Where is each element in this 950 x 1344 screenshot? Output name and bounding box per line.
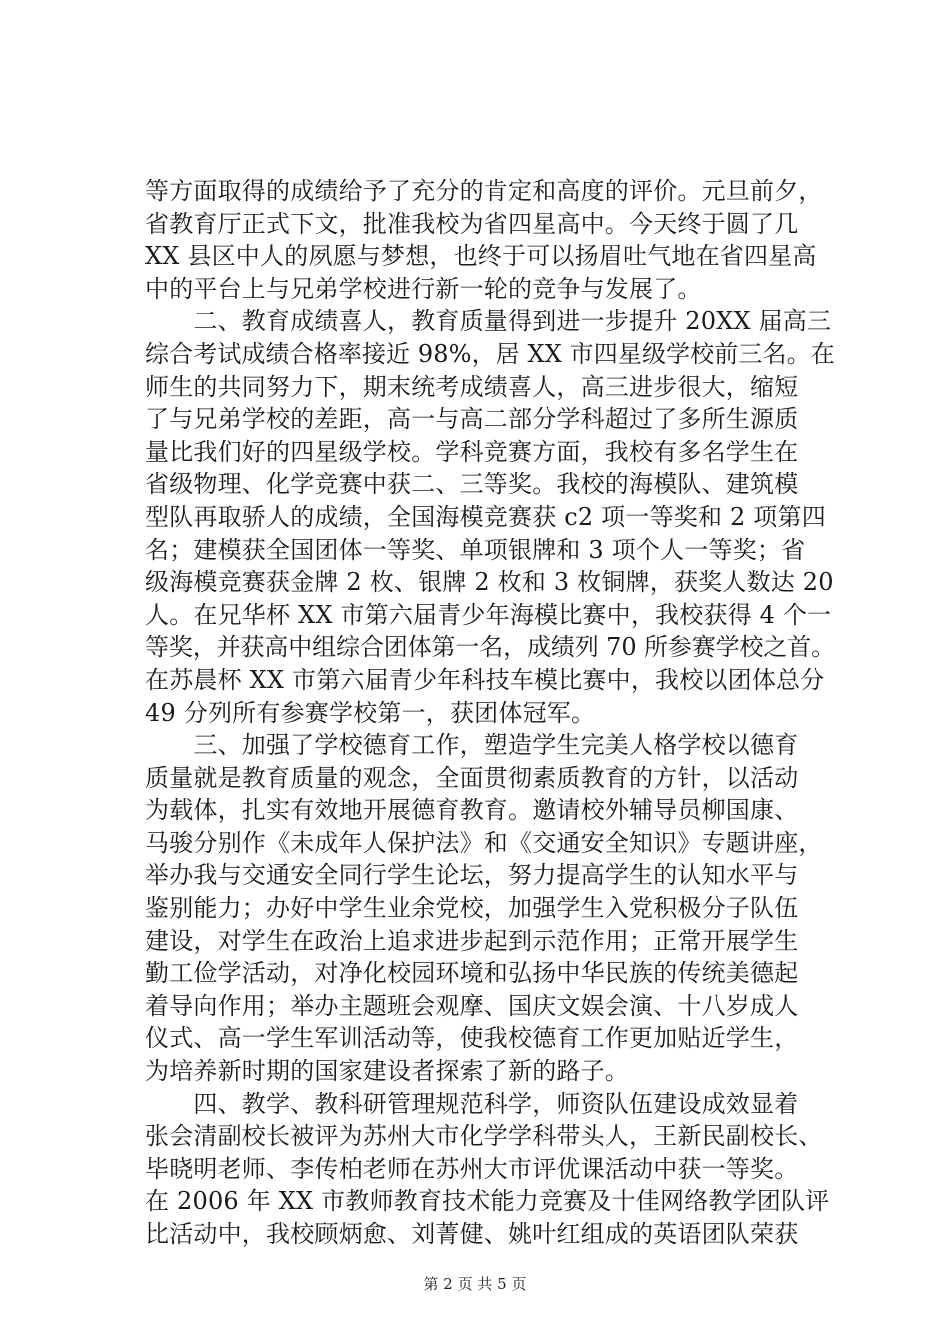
text-line: 级海模竞赛获金牌 2 枚、银牌 2 枚和 3 枚铜牌，获奖人数达 20 — [145, 568, 834, 597]
text-line: 省教育厅正式下文，批准我校为省四星高中。今天终于圆了几 — [145, 209, 799, 238]
document-body — [145, 175, 835, 1251]
text-line: 勤工俭学活动，对净化校园环境和弘扬中华民族的传统美德起 — [145, 959, 799, 988]
text-line: 着导向作用；举办主题班会观摩、国庆文娱会演、十八岁成人 — [145, 991, 799, 1020]
text-line: 综合考试成绩合格率接近 98%，居 XX 市四星级学校前三名。在 — [145, 339, 835, 368]
text-line: 三、加强了学校德育工作，塑造学生完美人格学校以德育 — [145, 731, 799, 760]
text-line: 在 2006 年 XX 市教师教育技术能力竞赛及十佳网络教学团队评 — [145, 1187, 830, 1216]
text-line: 师生的共同努力下，期末统考成绩喜人，高三进步很大，缩短 — [145, 372, 799, 401]
text-line: 二、教育成绩喜人，教育质量得到进一步提升 20XX 届高三 — [145, 307, 832, 336]
text-line: 比活动中，我校顾炳愈、刘菁健、姚叶红组成的英语团队荣获 — [145, 1220, 799, 1248]
text-line: XX 县区中人的夙愿与梦想，也终于可以扬眉吐气地在省四星高 — [145, 242, 817, 271]
text-line: 49 分列所有参赛学校第一，获团体冠军。 — [145, 698, 596, 727]
text-line: 建设，对学生在政治上追求进步起到示范作用；正常开展学生 — [145, 926, 799, 955]
text-line: 在苏晨杯 XX 市第六届青少年科技车模比赛中，我校以团体总分 — [145, 665, 825, 694]
text-line: 鉴别能力；办好中学生业余党校，加强学生入党积极分子队伍 — [145, 894, 799, 923]
page-footer: 第 2 页 共 5 页 — [423, 1275, 527, 1293]
text-line: 张会清副校长被评为苏州大市化学学科带头人，王新民副校长、 — [145, 1122, 823, 1151]
text-line: 等方面取得的成绩给予了充分的肯定和高度的评价。元旦前夕， — [145, 177, 823, 205]
text-line: 量比我们好的四星级学校。学科竞赛方面，我校有多名学生在 — [145, 437, 799, 466]
text-line: 中的平台上与兄弟学校进行新一轮的竞争与发展了。 — [145, 274, 702, 303]
text-line: 仪式、高一学生军训活动等，使我校德育工作更加贴近学生， — [145, 1024, 799, 1053]
text-line: 四、教学、教科研管理规范科学，师资队伍建设成效显着 — [145, 1089, 799, 1118]
text-line: 质量就是教育质量的观念，全面贯彻素质教育的方针，以活动 — [145, 763, 799, 792]
text-line: 毕晓明老师、李传柏老师在苏州大市评优课活动中获一等奖。 — [145, 1154, 799, 1183]
text-line: 省级物理、化学竞赛中获二、三等奖。我校的海模队、建筑模 — [145, 470, 799, 499]
text-line: 马骏分别作《未成年人保护法》和《交通安全知识》专题讲座， — [145, 828, 823, 857]
text-line: 举办我与交通安全同行学生论坛，努力提高学生的认知水平与 — [145, 861, 799, 890]
text-line: 等奖，并获高中组综合团体第一名，成绩列 70 所参赛学校之首。 — [145, 633, 835, 662]
text-line: 为载体，扎实有效地开展德育教育。邀请校外辅导员柳国康、 — [145, 796, 799, 825]
text-line: 型队再取骄人的成绩，全国海模竞赛获 c2 项一等奖和 2 项第四 — [145, 502, 826, 531]
text-line: 名；建模获全国团体一等奖、单项银牌和 3 项个人一等奖；省 — [145, 535, 806, 564]
text-line: 为培养新时期的国家建设者探索了新的路子。 — [145, 1057, 629, 1086]
text-line: 了与兄弟学校的差距，高一与高二部分学科超过了多所生源质 — [145, 405, 799, 434]
text-line: 人。在兄华杯 XX 市第六届青少年海模比赛中，我校获得 4 个一 — [145, 600, 832, 629]
